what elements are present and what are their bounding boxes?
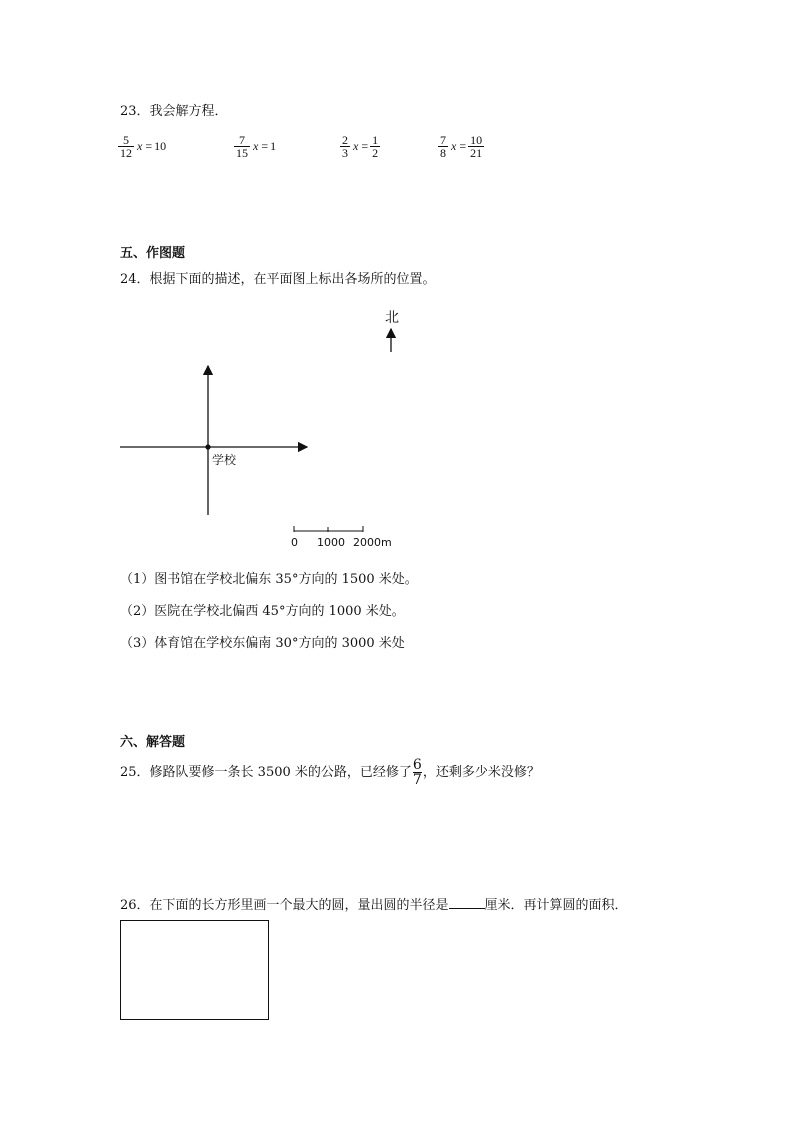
equation-4: $\frac{7}{8}$ x = $\frac{10}{21}$ xyxy=(440,133,483,160)
section-6-heading: 六、解答题 xyxy=(120,735,186,750)
scale-label-2000m: 2000m xyxy=(353,536,392,549)
rectangle-drawing-area[interactable] xyxy=(120,920,269,1020)
equation-3-coefficient: $\frac{2}{3}$ xyxy=(342,133,348,160)
q24-title: 24．根据下面的描述，在平面图上标出各场所的位置。 xyxy=(120,272,436,287)
equation-1: $\frac{5}{12}$ x = 10 xyxy=(120,133,167,160)
equation-1-rhs: 10 xyxy=(154,139,167,153)
equation-3-rhs: $\frac{1}{2}$ xyxy=(372,133,379,160)
scale-label-1000: 1000 xyxy=(317,536,345,549)
equation-2: $\frac{7}{15}$ x = 1 xyxy=(236,133,277,160)
q25-fraction: $\frac{6}{7}$ xyxy=(412,757,422,788)
radius-blank[interactable] xyxy=(449,896,485,909)
section-5-heading: 五、作图题 xyxy=(120,246,186,261)
equation-2-rhs: 1 xyxy=(270,139,277,153)
equation-1-coefficient: $\frac{5}{12}$ xyxy=(120,133,132,160)
school-label: 学校 xyxy=(212,453,237,467)
q24-item-2: （2）医院在学校北偏西 45°方向的 1000 米处。 xyxy=(120,604,405,619)
map-diagram xyxy=(0,0,794,560)
equation-4-rhs: $\frac{10}{21}$ xyxy=(470,133,483,160)
q24-item-1: （1）图书馆在学校北偏东 35°方向的 1500 米处。 xyxy=(120,572,418,587)
equation-3: $\frac{2}{3}$ x = $\frac{1}{2}$ xyxy=(342,133,379,160)
q26-text: 26．在下面的长方形里画一个最大的圆，量出圆的半径是 厘米．再计算圆的面积． xyxy=(120,898,628,913)
equation-2-coefficient: $\frac{7}{15}$ xyxy=(236,133,248,160)
q24-item-3: （3）体育馆在学校东偏南 30°方向的 3000 米处 xyxy=(120,636,405,651)
q25-text: 25．修路队要修一条长 3500 米的公路，已经修了 $\frac{6}{7}$ ，还剩多少米没修？ xyxy=(120,757,540,788)
north-label: 北 xyxy=(385,310,399,326)
equation-4-coefficient: $\frac{7}{8}$ xyxy=(440,133,446,160)
q23-title: 23．我会解方程． xyxy=(120,104,228,119)
scale-label-0: 0 xyxy=(291,536,298,549)
school-point xyxy=(205,444,210,449)
